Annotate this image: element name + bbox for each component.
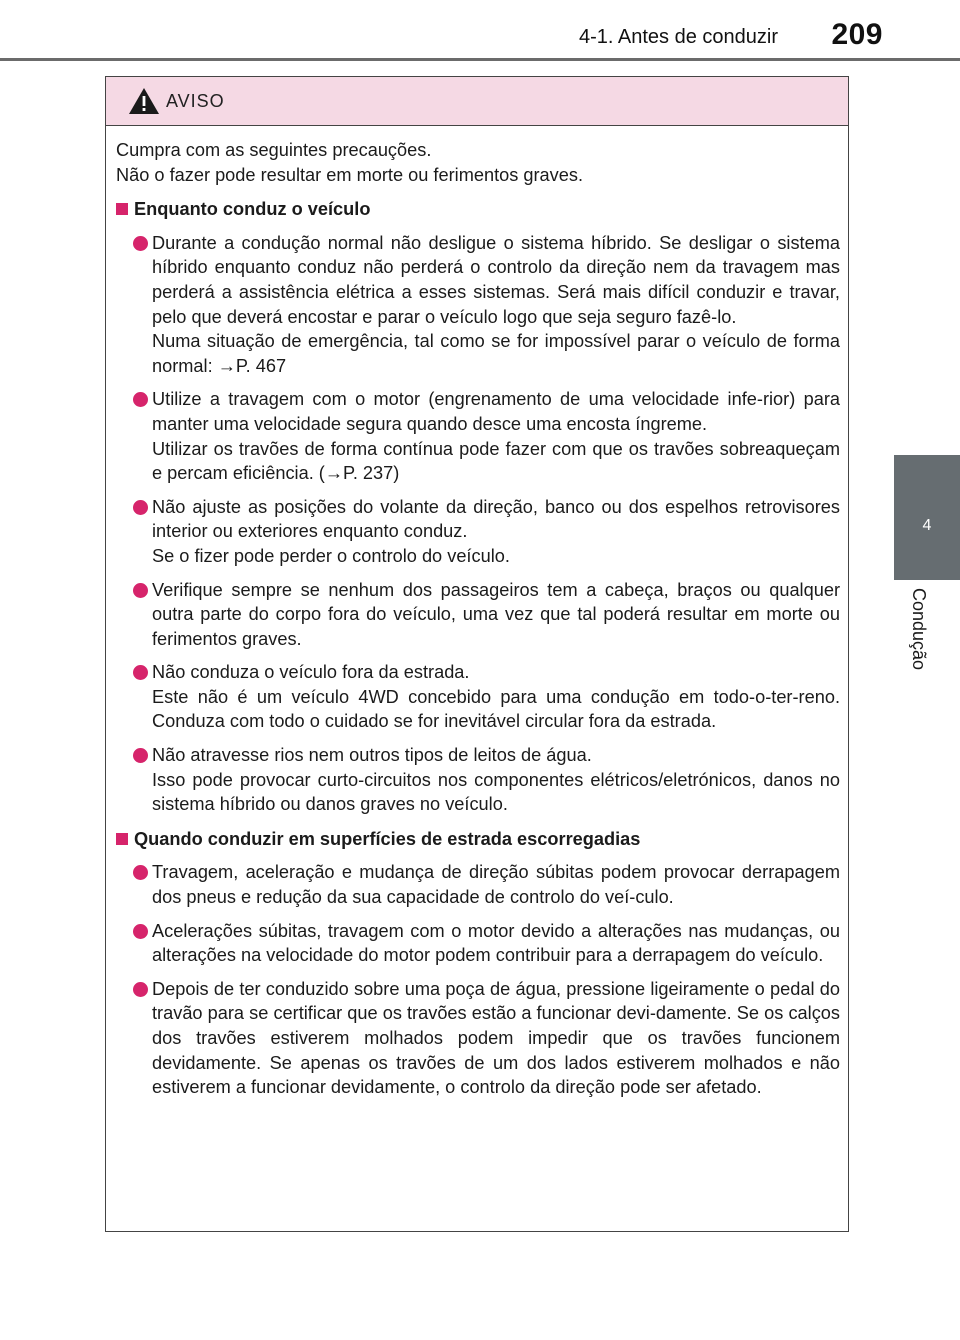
- circle-bullet-icon: [133, 500, 148, 515]
- warning-header: [106, 77, 848, 126]
- bullet-paragraph: Utilizar os travões de forma contínua pode fazer com que os travões sobreaqueçam e percam eficiência. (→P. 237): [152, 438, 840, 484]
- circle-bullet-icon: [133, 865, 148, 880]
- square-bullet-icon: [116, 203, 128, 215]
- header-rule: [0, 58, 960, 61]
- warning-triangle-icon: [128, 87, 160, 115]
- section-heading: [116, 197, 840, 222]
- chapter-number: 4: [922, 517, 932, 534]
- section-heading-text: Enquanto conduz o veículo: [134, 199, 371, 220]
- bullet-item: [116, 919, 840, 968]
- bullet-paragraph: Acelerações súbitas, travagem com o motor devido a alterações nas mudanças, ou alterações na velocidade do motor podem contribuir para a derrapagem do veículo.: [152, 920, 840, 966]
- bullet-paragraph: Utilize a travagem com o motor (engrenamento de uma velocidade infe-rior) para manter uma velocidade segura quando desce uma encosta íngreme.: [152, 389, 840, 434]
- chapter-tab: [894, 455, 960, 580]
- circle-bullet-icon: [133, 748, 148, 763]
- circle-bullet-icon: [133, 665, 148, 680]
- circle-bullet-icon: [133, 924, 148, 939]
- warning-box: [105, 76, 849, 1232]
- bullet-paragraph: Não atravesse rios nem outros tipos de leitos de água.: [152, 745, 592, 766]
- warning-title: AVISO: [166, 90, 225, 111]
- circle-bullet-icon: [133, 392, 148, 407]
- bullet-paragraph: Verifique sempre se nenhum dos passageiros tem a cabeça, braços ou qualquer outra parte do corpo fora do veículo, uma vez que tal poderá resultar em morte ou ferimentos graves.: [152, 579, 840, 649]
- bullet-paragraph: Se o fizer pode perder o controlo do veículo.: [152, 545, 510, 566]
- bullet-item: [116, 977, 840, 1100]
- circle-bullet-icon: [133, 982, 148, 997]
- section-heading-text: Quando conduzir em superfícies de estrada escorregadias: [134, 828, 641, 849]
- page-number: 209: [831, 18, 883, 51]
- intro-line: Não o fazer pode resultar em morte ou ferimentos graves.: [116, 164, 584, 185]
- bullet-text: [152, 387, 840, 485]
- page-header: [0, 0, 960, 62]
- bullet-paragraph: Não conduza o veículo fora da estrada.: [152, 662, 470, 683]
- circle-bullet-icon: [133, 236, 148, 251]
- bullet-paragraph: Isso pode provocar curto-circuitos nos componentes elétricos/eletrónicos, danos no sistema híbrido ou danos graves no veículo.: [152, 769, 840, 815]
- bullet-item: [116, 387, 840, 485]
- bullet-paragraph: Depois de ter conduzido sobre uma poça de água, pressione ligeiramente o pedal do travão para se certificar que os travões estão a funcionar devi-damente. Se os calços dos travões estiverem molhados podem impedir que os travões funcionem devidamente. Se apenas os travões de um dos lados estiverem molhados e não estiverem a funcionar devidamente, o controlo da direção pode ser afetado.: [152, 978, 840, 1098]
- bullet-text: [152, 977, 840, 1100]
- section-heading: [116, 827, 840, 852]
- bullet-text: [152, 743, 840, 817]
- bullet-text: [152, 495, 840, 569]
- warning-intro: [116, 138, 840, 187]
- square-bullet-icon: [116, 833, 128, 845]
- bullet-text: [152, 660, 840, 734]
- intro-line: Cumpra com as seguintes precauções.: [116, 140, 432, 160]
- warning-body: [106, 126, 848, 1100]
- bullet-item: [116, 578, 840, 652]
- bullet-item: [116, 231, 840, 379]
- bullet-text: [152, 919, 840, 968]
- bullet-item: [116, 743, 840, 817]
- chapter-label: Condução: [909, 588, 929, 671]
- bullet-text: [152, 578, 840, 652]
- bullet-item: [116, 660, 840, 734]
- bullet-text: [152, 860, 840, 909]
- bullet-paragraph: Não ajuste as posições do volante da direção, banco ou dos espelhos retrovisores interior ou exteriores enquanto conduz.: [152, 496, 840, 542]
- bullet-paragraph: Este não é um veículo 4WD concebido para uma condução em todo-o-ter-reno. Conduza com todo o cuidado se for inevitável circular fora da estrada.: [152, 686, 840, 732]
- bullet-paragraph: Travagem, aceleração e mudança de direção súbitas podem provocar derrapagem dos pneus e redução da sua capacidade de controlo do veí-culo.: [152, 862, 840, 908]
- bullet-paragraph: Durante a condução normal não desligue o sistema híbrido. Se desligar o sistema híbrido enquanto conduz não perderá o controlo da direção nem da travagem mas perderá a assistência elétrica a esses sistemas. Será mais difícil conduzir e travar, pelo que deverá encostar e parar o veículo logo que seja seguro fazê-lo.: [152, 232, 840, 327]
- bullet-item: [116, 860, 840, 909]
- bullet-paragraph: Numa situação de emergência, tal como se for impossível parar o veículo de forma normal: →P. 467: [152, 331, 840, 376]
- section-title: 4-1. Antes de conduzir: [578, 26, 778, 48]
- bullet-item: [116, 495, 840, 569]
- bullet-text: [152, 231, 840, 379]
- circle-bullet-icon: [133, 583, 148, 598]
